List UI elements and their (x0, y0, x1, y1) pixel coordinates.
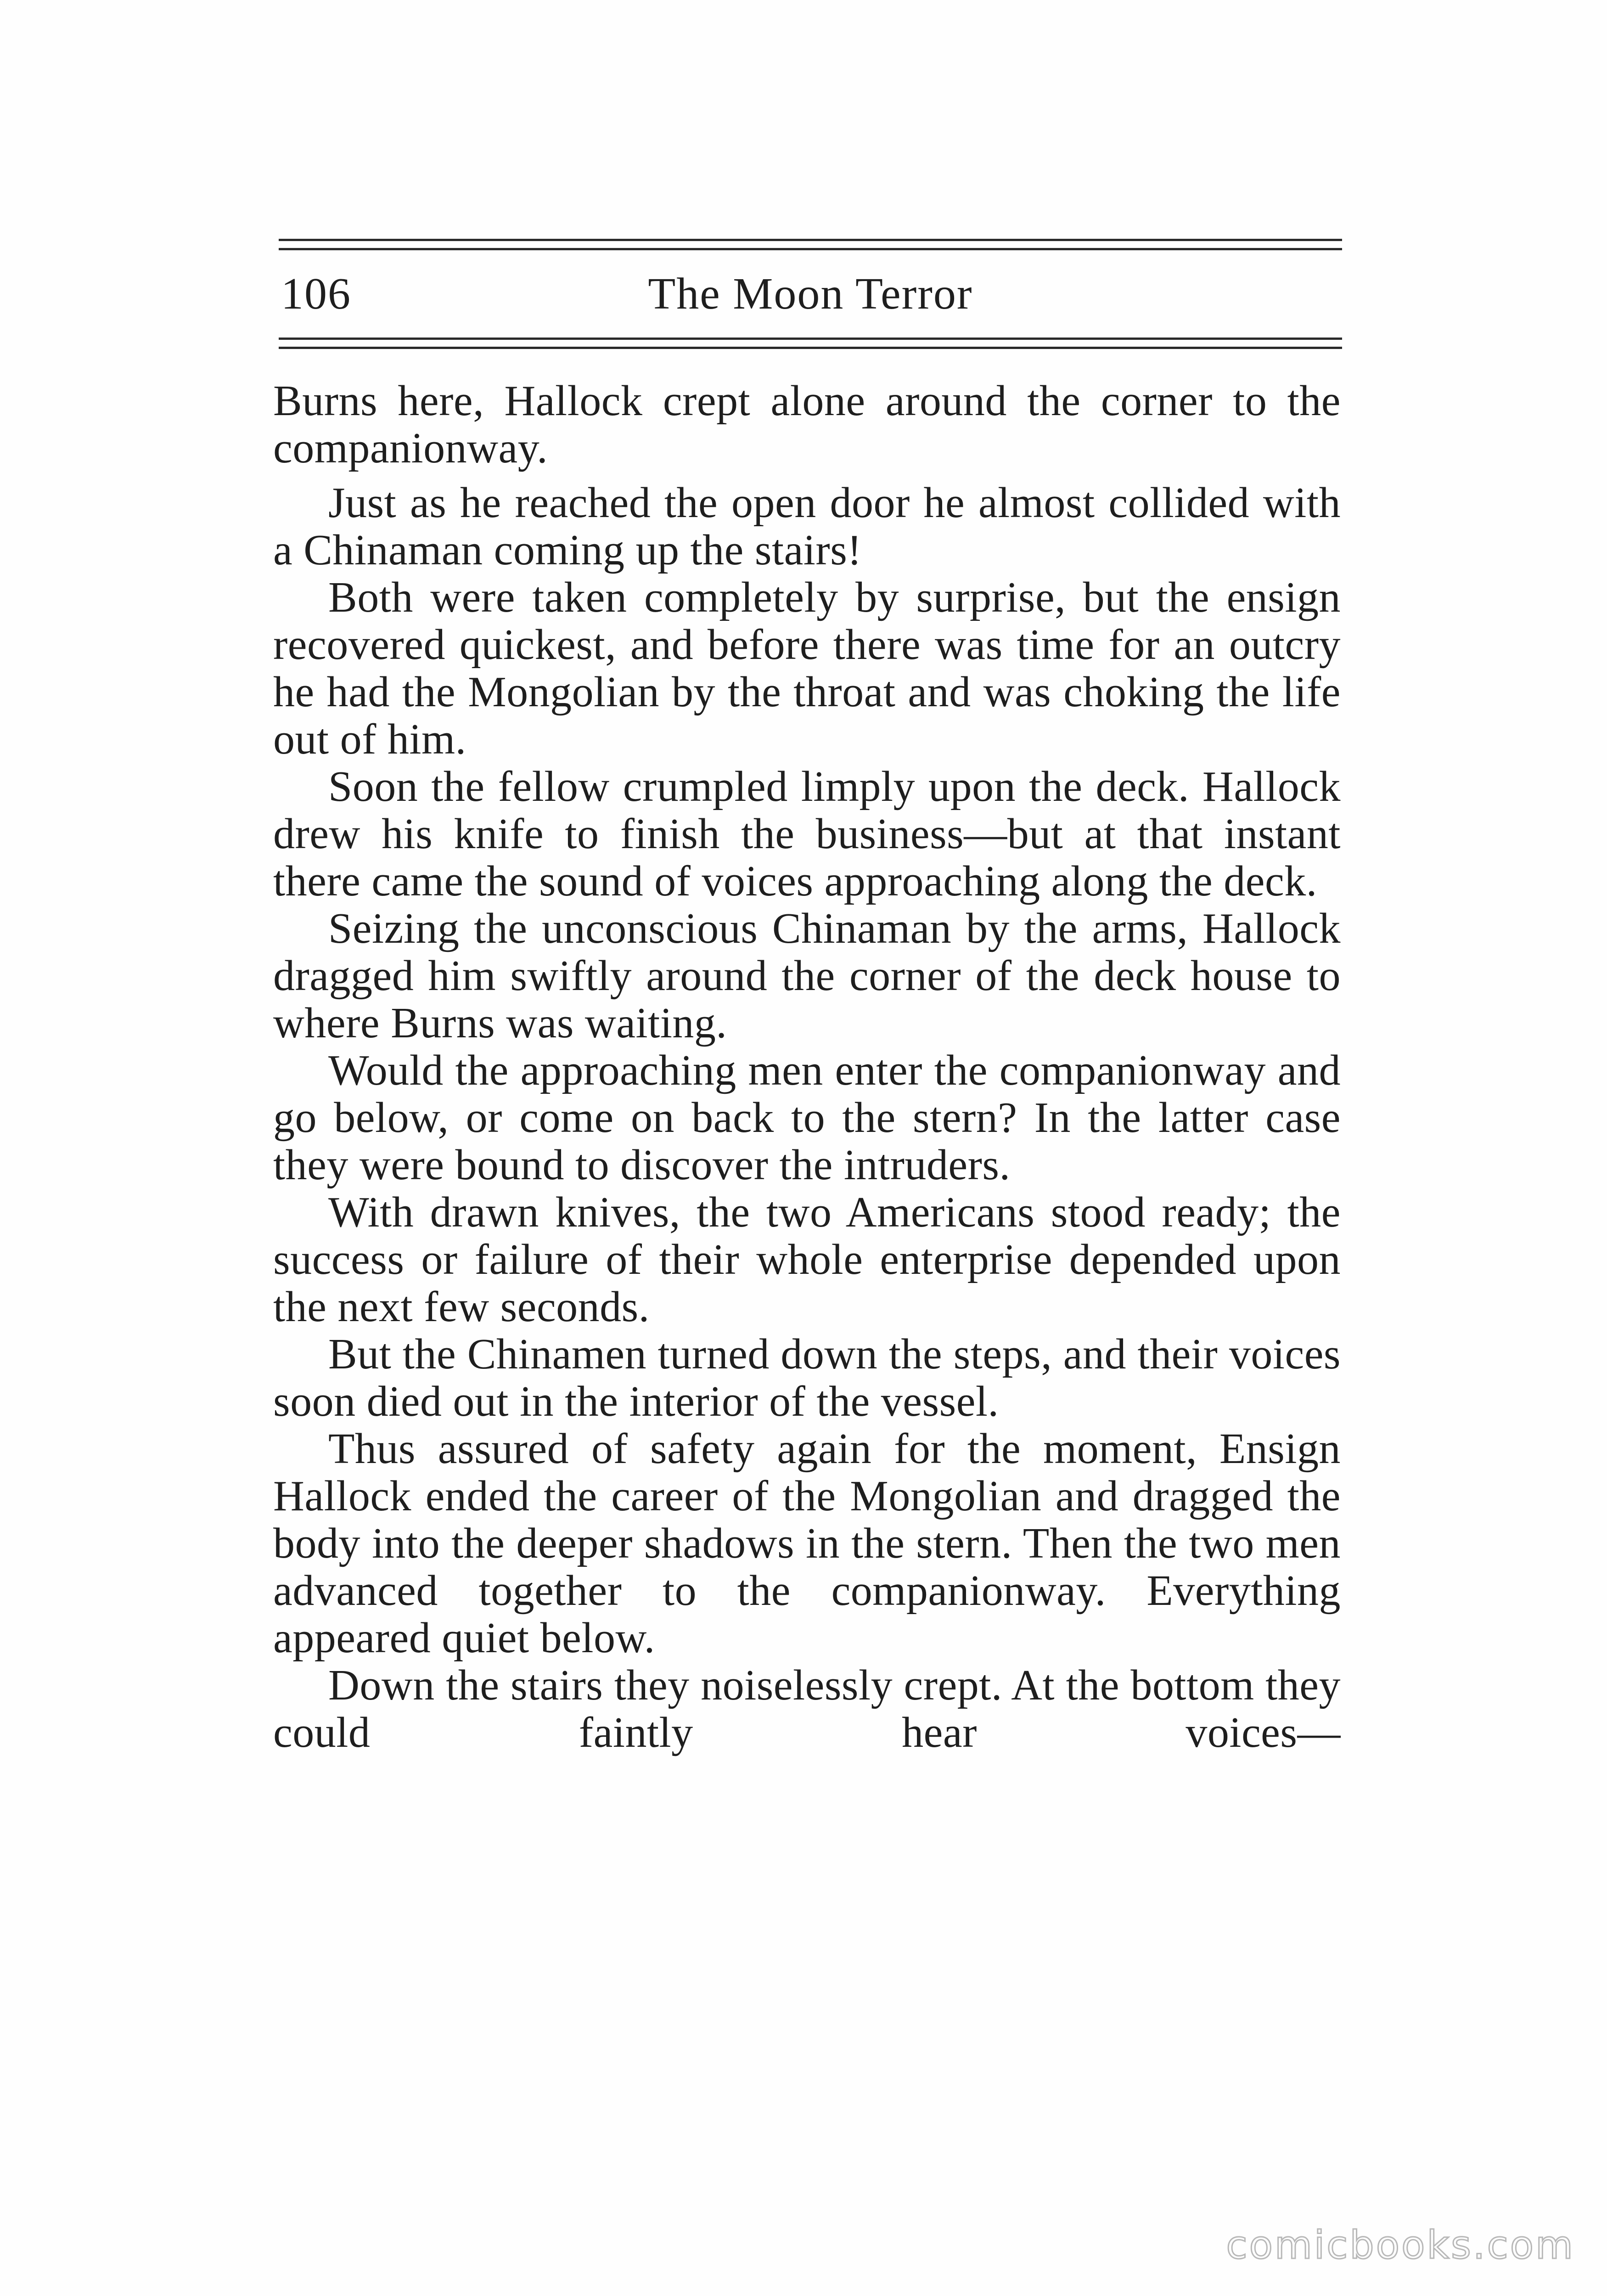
header-top-rule-upper (279, 239, 1342, 241)
header-bottom-rule-lower (279, 347, 1342, 349)
body-text (273, 377, 1341, 1756)
paragraph: Would the approaching men enter the companionway and go below, or come on back to the stern? In the latter case they were bound to discover the intruders. (273, 1047, 1341, 1189)
paragraph: With drawn knives, the two Americans stood ready; the success or failure of their whole enterprise depended upon the next few seconds. (273, 1188, 1341, 1331)
paragraph: Soon the fellow crumpled limply upon the deck. Hallock drew his knife to finish the business—but at that instant there came the sound of voices approaching along the deck. (273, 763, 1341, 905)
paragraph: Just as he reached the open door he almost collided with a Chinaman coming up the stairs! (273, 479, 1341, 574)
page-number: 106 (281, 269, 351, 319)
paragraph: Seizing the unconscious Chinaman by the arms, Hallock dragged him swiftly around the corner of the deck house to where Burns was waiting. (273, 905, 1341, 1047)
header-bottom-rule-upper (279, 338, 1342, 340)
paragraph: Down the stairs they noiselessly crept. At the bottom they could faintly hear voices— (273, 1661, 1341, 1756)
paragraph: Both were taken completely by surprise, but the ensign recovered quickest, and before there was time for an outcry he had the Mongolian by the throat and was choking the life out of him. (273, 574, 1341, 763)
paragraph: But the Chinamen turned down the steps, and their voices soon died out in the interior of the vessel. (273, 1330, 1341, 1425)
watermark-logo: comicbooks.com (1226, 2223, 1575, 2268)
paragraph: Burns here, Hallock crept alone around the corner to the companionway. (273, 377, 1341, 472)
header-top-rule-lower (279, 248, 1342, 250)
running-title: The Moon Terror (648, 269, 973, 319)
page-header (281, 257, 1340, 331)
paragraph: Thus assured of safety again for the moment, Ensign Hallock ended the career of the Mongolian and dragged the body into the deeper shadows in the stern. Then the two men advanced together to the companionway. Everything appeared quiet below. (273, 1425, 1341, 1662)
